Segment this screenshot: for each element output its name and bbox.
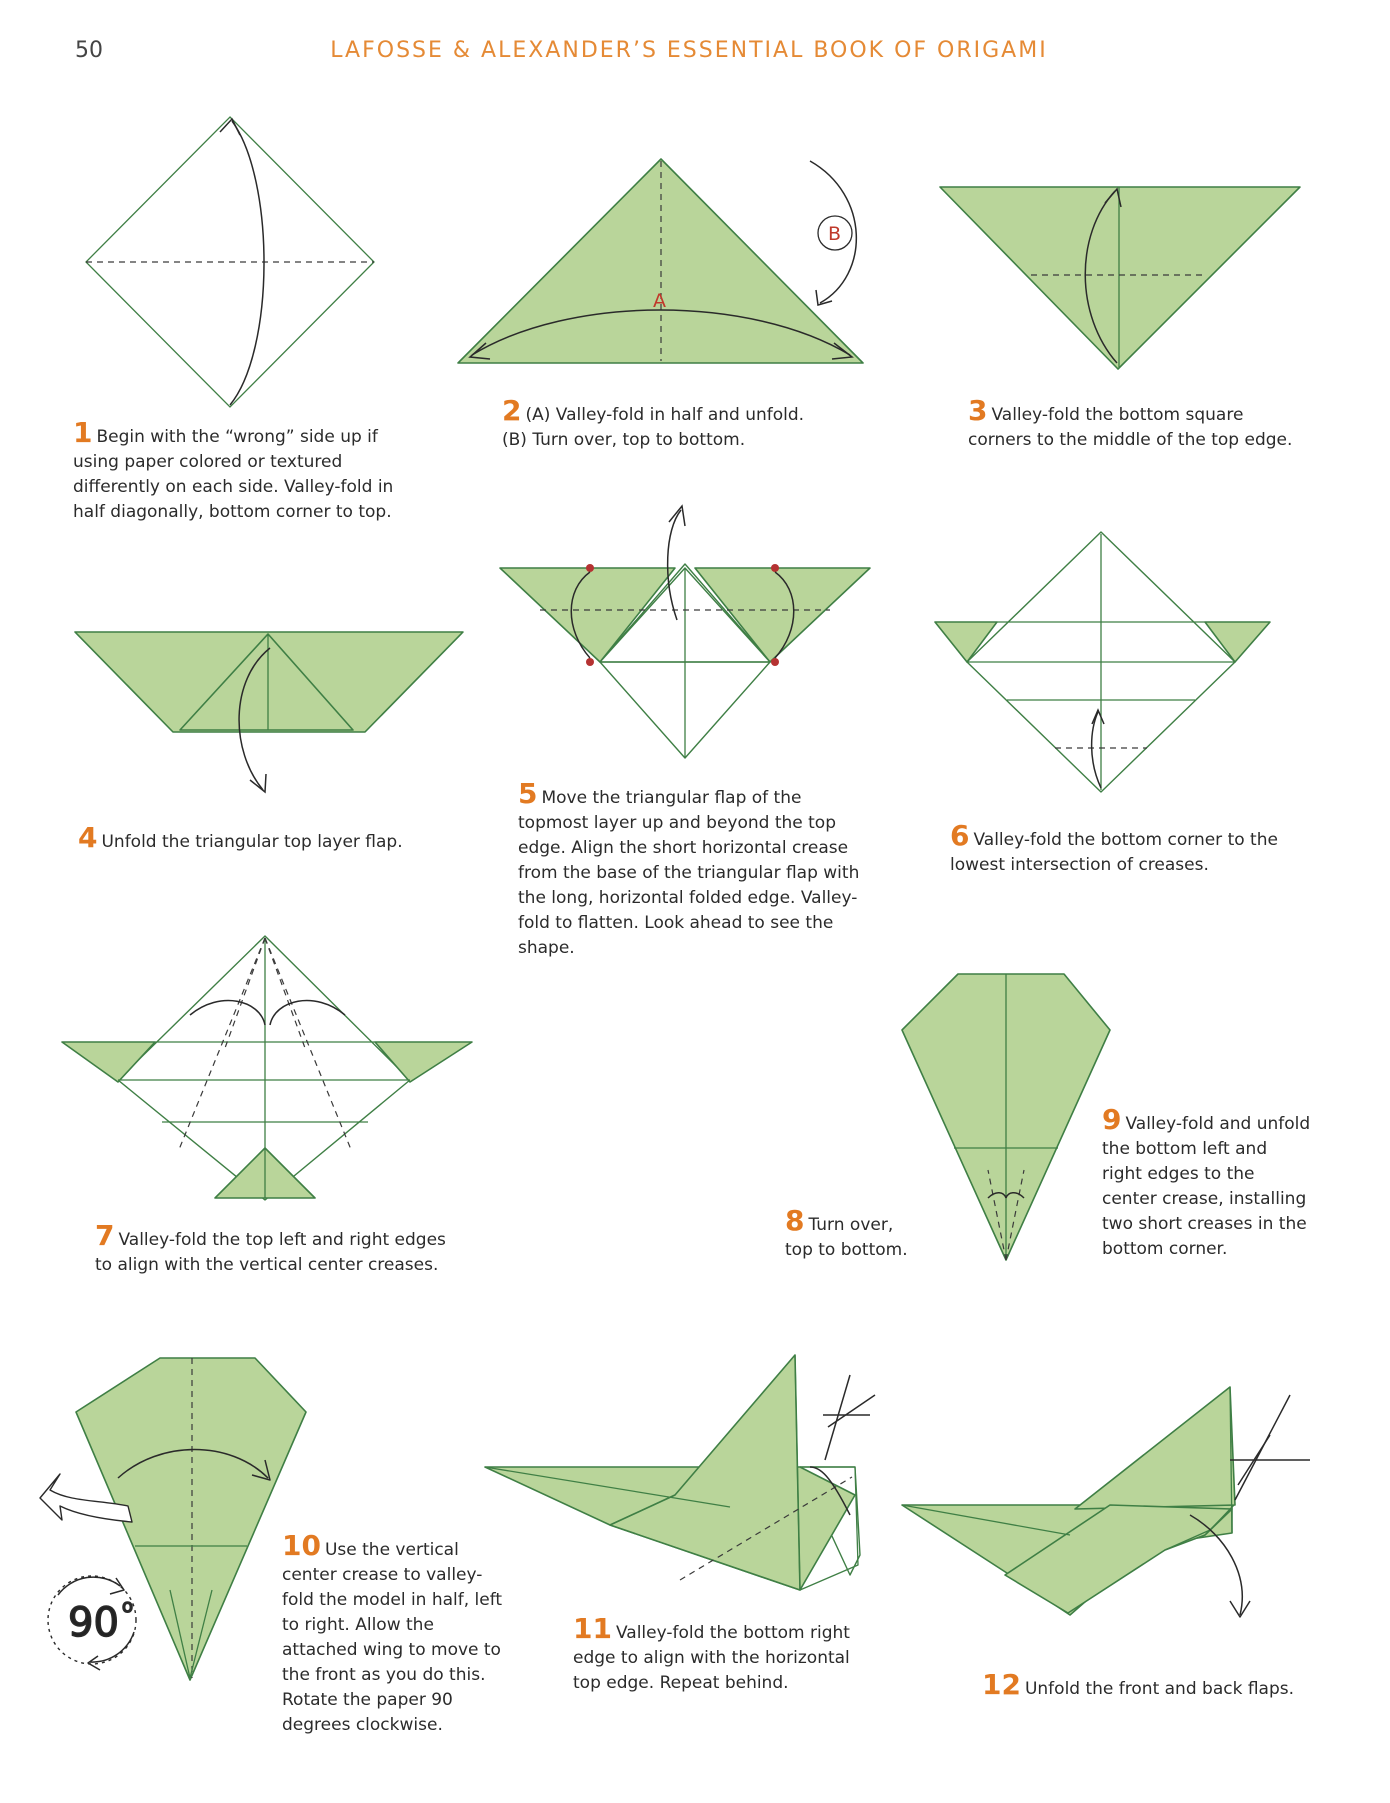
step-number: 3 [968,394,988,427]
step-number: 1 [73,416,93,449]
step-9-caption: 9 Valley-fold and unfold the bottom left and right edges to the center crease, installing two short creases in the bottom corner. [1102,1103,1311,1259]
step-10-diagram [40,1350,320,1685]
step-2-diagram [450,145,870,375]
step-11-caption: 11 Valley-fold the bottom right edge to align with the horizontal top edge. Repeat behind. [573,1612,850,1693]
step-5-caption: 5 Move the triangular flap of the topmost layer up and beyond the top edge. Align the short horizontal crease from the base of the triangular flap with the long, horizontal folded edge. Valley-fold to flatten. Look ahead to see the shape. [518,777,860,958]
step-2-caption: 2 (A) Valley-fold in half and unfold. (B) Turn over, top to bottom. [502,394,805,450]
step-number: 7 [95,1219,115,1252]
step-7-caption: 7 Valley-fold the top left and right edges to align with the vertical center creases. [95,1219,446,1275]
step-1-diagram [70,100,380,420]
step-number: 6 [950,819,970,852]
step-12-caption: 12 Unfold the front and back flaps. [982,1668,1295,1701]
step-number: 11 [573,1612,612,1645]
running-title: LAFOSSE & ALEXANDER’S ESSENTIAL BOOK OF ORIGAMI [330,38,1048,63]
step-8-caption: 8 Turn over, top to bottom. [785,1204,908,1260]
step-4-diagram [70,620,470,800]
step-10-caption: 10 Use the vertical center crease to valley-fold the model in half, left to right. Allow the attached wing to move to the front as you do this. Rotate the paper 90 degrees clockwise. [282,1529,503,1735]
step-12-diagram [900,1375,1320,1635]
back-wing [1075,1387,1235,1509]
turn-label-b: B [828,223,842,245]
rotation-90-label: 90 [68,1600,119,1646]
step-9-diagram [900,970,1115,1270]
step-number: 10 [282,1529,321,1562]
step-4-caption: 4 Unfold the triangular top layer flap. [78,821,403,854]
step-11-diagram [480,1345,900,1605]
step-7-diagram [60,930,480,1200]
step-number: 9 [1102,1103,1122,1136]
step-3-diagram [935,175,1305,375]
step-number: 12 [982,1668,1021,1701]
degree-symbol: o [122,1596,134,1617]
step-number: 4 [78,821,98,854]
step-1-caption: 1 Begin with the “wrong” side up if using paper colored or textured differently on each side. Valley-fold in half diagonally, bottom corner to top. [73,416,394,522]
step-5-diagram [495,500,875,770]
page-number: 50 [75,38,103,63]
fold-label-a: A [653,290,666,312]
step-number: 2 [502,394,522,427]
step-3-caption: 3 Valley-fold the bottom square corners to the middle of the top edge. [968,394,1293,450]
inverted-triangle-paper [940,187,1300,369]
step-8-diagram [505,980,765,1270]
step-6-caption: 6 Valley-fold the bottom corner to the lowest intersection of creases. [950,819,1278,875]
step-number: 8 [785,1204,805,1237]
step-6-diagram [930,530,1280,800]
step-number: 5 [518,777,538,810]
